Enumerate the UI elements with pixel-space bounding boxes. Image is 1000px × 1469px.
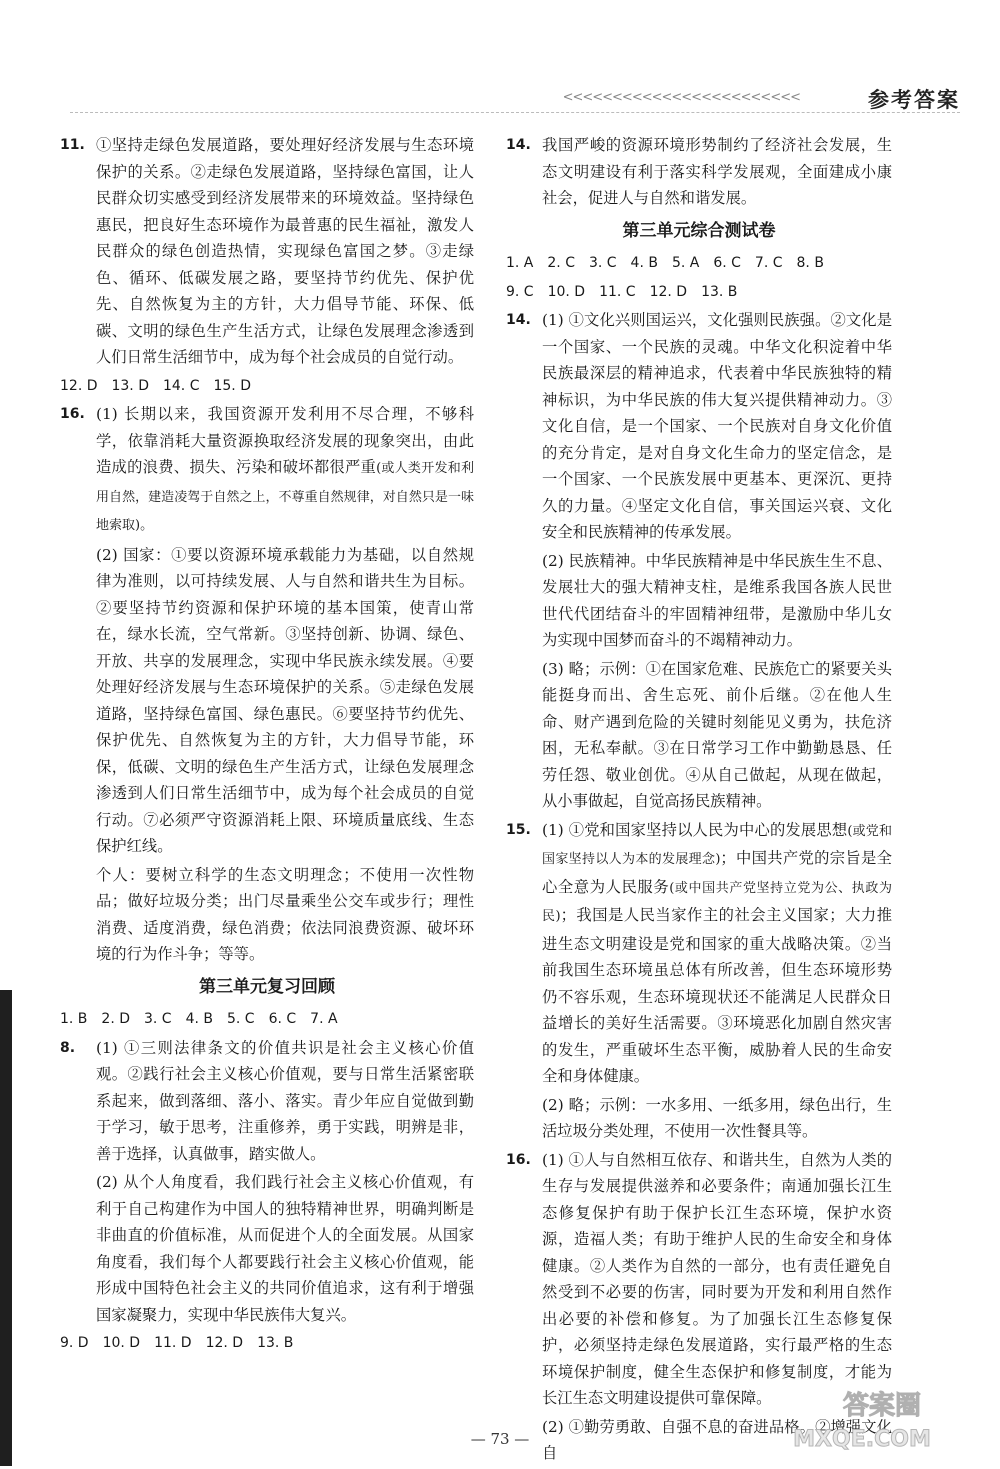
- item-paragraph: (2) 国家：①要以资源环境承载能力为基础，以自然规律为准则，以可持续发展、人与自然和谐共生为目标。②要坚持节约资源和保护环境的基本国策，使青山常在，绿水长流，空气常新。③坚持创新、协调、绿色、开放、共享的发展理念，实现中华民族永续发展。④要处理好经济发展与生态环境保护的关系。⑤走绿色发展道路，坚持绿色富国、绿色惠民。⑥要坚持节约优先、保护优先、自然恢复为主的方针，大力倡导节能，环保，低碳、文明的绿色生产生活方式，让绿色发展理念渗透到人们日常生活细节中，成为每个社会成员的自觉行动。⑦必须严守资源消耗上限、环境质量底线、生态保护红线。: [96, 545, 474, 855]
- choice-answers: 1. B 2. D 3. C 4. B 5. C 6. C 7. A: [60, 1011, 338, 1027]
- watermark-url: MXQE.COM: [793, 1427, 931, 1452]
- item-note: (或党和国家坚持以人为本的发展理念): [542, 823, 892, 867]
- item-paragraph: (2) 略；示例：一水多用、一纸多用，绿色出行，生活垃圾分类处理，不使用一次性餐具等。: [542, 1095, 892, 1140]
- item-paragraph: 个人：要树立科学的生态文明理念；不使用一次性物品；做好垃圾分类；出门尽量乘坐公交车或步行；理性消费、适度消费，绿色消费；依法同浪费资源、破坏环境的行为作斗争；等等。: [96, 865, 474, 963]
- item-text: 我国严峻的资源环境形势制约了经济社会发展，生态文明建设有利于落实科学发展观，全面建成小康社会，促进人与自然和谐发展。: [542, 136, 892, 207]
- item-paragraph: (2) ①勤劳勇敢、自强不息的奋进品格。②增强文化自: [542, 1417, 892, 1462]
- item-paragraph: (3) 略；示例：①在国家危难、民族危亡的紧要关头能挺身而出、舍生忘死、前仆后继。②在他人生命、财产遇到危险的关键时刻能见义勇为，扶危济困，无私奉献。③在日常学习工作中勤勤恳恳、任劳任怨、敬业创优。④从自己做起，从现在做起，从小事做起，自觉高扬民族精神。: [542, 659, 892, 810]
- item-paragraph: (2) 民族精神。中华民族精神是中华民族生生不息、发展壮大的强大精神支柱，是维系我国各族人民世世代代团结奋斗的牢固精神纽带，是激励中华儿女为实现中国梦而奋斗的不竭精神动力。: [542, 551, 892, 649]
- item-paragraph: (2) 从个人角度看，我们践行社会主义核心价值观，有利于自己构建作为中国人的独特精神世界，明确判断是非曲直的价值标准，从而促进个人的全面发展。从国家角度看，我们每个人都要践行社会主义核心价值观，能形成中国特色社会主义的共同价值追求，这有利于增强国家凝聚力，实现中华民族伟大复兴。: [96, 1173, 474, 1324]
- item-text: ；中国共产党的宗旨是全心全意为人民服务: [542, 849, 892, 896]
- item-number: 16.: [506, 1151, 531, 1168]
- item-number: 14.: [506, 137, 531, 153]
- section-title: 第三单元综合测试卷: [622, 220, 776, 241]
- item-number: 8.: [60, 1039, 76, 1056]
- header-rule: [70, 112, 960, 113]
- item-note: (或人类开发和利用自然，建造凌驾于自然之上，不尊重自然规律，对自然只是一味地索取)。: [96, 461, 474, 533]
- answer-item: [60, 132, 474, 371]
- header-title: 参考答案: [868, 88, 960, 112]
- answer-item: [506, 1147, 892, 1412]
- item-number: 14.: [506, 312, 531, 328]
- answer-item: [60, 1035, 474, 1168]
- choice-answers: 1. A 2. C 3. C 4. B 5. A 6. C 7. C 8. B: [506, 255, 824, 271]
- page-header: [40, 84, 960, 118]
- item-text: (1) 长期以来，我国资源开发利用不尽合理，不够科学，依靠消耗大量资源换取经济发展的现象突出，由此造成的浪费、损失、污染和破坏都很严重: [96, 405, 474, 476]
- item-text: (1) ①党和国家坚持以人民为中心的发展思想: [542, 820, 848, 839]
- item-text: (1) ①文化兴则国运兴，文化强则民族强。②文化是一个国家、一个民族的灵魂。中华文化积淀着中华民族最深层的精神追求，代表着中华民族独特的精神标识，为中华民族的伟大复兴提供精神动力。③文化自信，是一个国家、一个民族对自身文化价值的充分肯定，是对自身文化生命力的坚定信念，是一个国家、一个民族发展中更基本、更深沉、更持久的力量。④坚定文化自信，事关国运兴衰、文化安全和民族精神的传承发展。: [542, 311, 892, 541]
- item-number: 11.: [60, 137, 85, 153]
- item-text: (1) ①三则法律条文的价值共识是社会主义核心价值观。②践行社会主义核心价值观，要与日常生活紧密联系起来，做到落细、落小、落实。青少年应自觉做到勤于学习，敏于思考，注重修养，勇于实践，明辨是非，善于选择，认真做事，踏实做人。: [96, 1038, 474, 1163]
- watermark-logo: [732, 1384, 982, 1454]
- choice-answers: 12. D 13. D 14. C 15. D: [60, 377, 251, 394]
- choice-answers: 9. C 10. D 11. C 12. D 13. B: [506, 283, 738, 300]
- item-text: ；我国是人民当家作主的社会主义国家；大力推进生态文明建设是党和国家的重大战略决策。②当前我国生态环境虽总体有所改善，但生态环境形势仍不容乐观，生态环境现状还不能满足人民群众日益增长的美好生活需要。③环境恶化加剧自然灾害的发生，严重破坏生态平衡，威胁着人民的生命安全和身体健康。: [542, 906, 892, 1085]
- section-title: 第三单元复习回顾: [199, 976, 335, 997]
- item-number: 16.: [60, 406, 85, 422]
- item-note: (或中国共产党坚持立党为公、执政为民): [542, 880, 892, 924]
- item-text: ①坚持走绿色发展道路，要处理好经济发展与生态环境保护的关系。②走绿色发展道路，坚持绿色富国，让人民群众切实感受到经济发展带来的环境效益。坚持绿色惠民，把良好生态环境作为最普惠的民生福祉，激发人民群众的绿色创造热情，实现绿色富国之梦。③走绿色、循环、低碳发展之路，要坚持节约优先、保护优先、自然恢复为主的方针，大力倡导节能、环保、低碳、文明的绿色生产生活方式，让绿色发展理念渗透到人们日常生活细节中，成为每个社会成员的自觉行动。: [96, 136, 474, 366]
- item-number: 15.: [506, 821, 531, 838]
- answer-item: [506, 132, 892, 212]
- choice-answers: 9. D 10. D 11. D 12. D 13. B: [60, 1335, 294, 1351]
- answer-item: [506, 307, 892, 546]
- watermark-text: 答案圈: [842, 1391, 922, 1421]
- answer-item: [506, 817, 892, 1090]
- page-edge-bar: [0, 990, 12, 1466]
- item-text: (1) ①人与自然相互依存、和谐共生，自然为人类的生存与发展提供滋养和必要条件；南通加强长江生态修复保护有助于保护长江生态环境，保护水资源，造福人类；有助于维护人民的生命安全和身体健康。②人类作为自然的一部分，也有责任避免自然受到不必要的伤害，同时要为开发和利用自然作出必要的补偿和修复。为了加强长江生态修复保护，必须坚持走绿色发展道路，实行最严格的生态环境保护制度，健全生态保护和修复制度，才能为长江生态文明建设提供可靠保障。: [542, 1150, 892, 1407]
- left-column: [60, 132, 474, 1359]
- right-column: [506, 132, 892, 1469]
- page-number: — 73 —: [470, 1430, 530, 1448]
- header-chevron-decoration: <<<<<<<<<<<<<<<<<<<<<<<<: [562, 90, 800, 105]
- answer-item: [60, 401, 474, 540]
